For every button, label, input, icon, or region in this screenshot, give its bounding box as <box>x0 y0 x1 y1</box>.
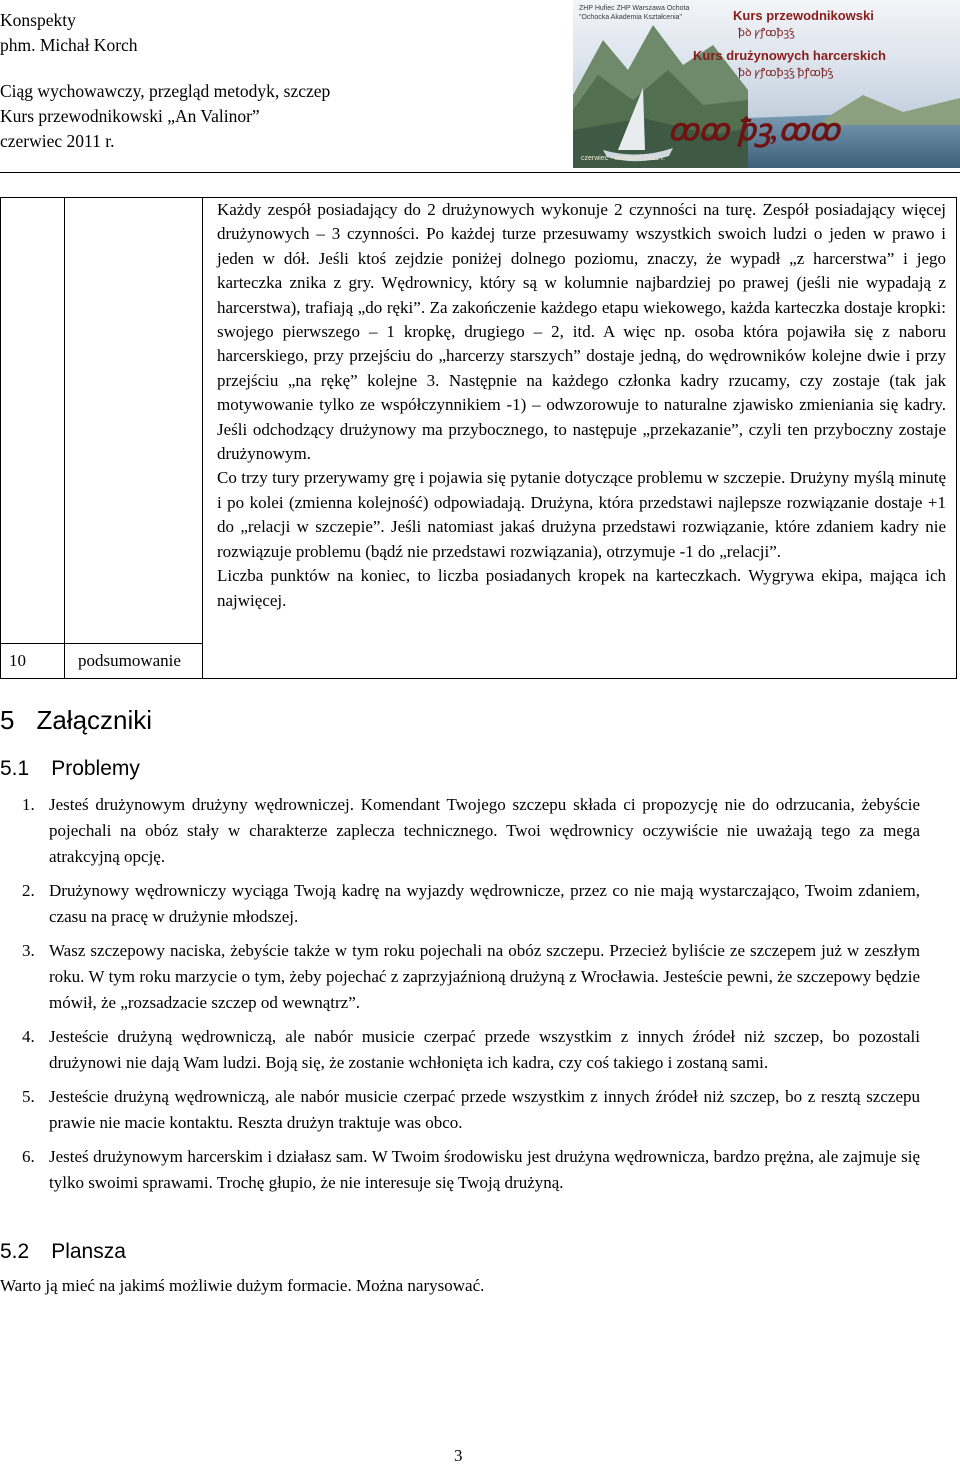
problems-list <box>0 792 920 1204</box>
item-number: 6. <box>22 1147 35 1166</box>
item-number: 4. <box>22 1027 35 1046</box>
item-text: Drużynowy wędrowniczy wyciąga Twoją kadrę na wyjazdy wędrownicze, przez co nie mają wystarczająco, Twoim zdaniem, czasu na pracę w drużynie młodszej. <box>49 881 920 926</box>
list-item <box>0 1084 920 1136</box>
section-heading <box>0 705 152 736</box>
stage-name: podsumowanie <box>78 651 181 670</box>
list-item <box>0 938 920 1016</box>
table-cell <box>65 644 203 679</box>
item-text: Jesteście drużyną wędrowniczą, ale nabór musicie czerpać przede wszystkim z innych źródeł niż szczep, bo z resztą szczepu prawie nie macie kontaktu. Reszta drużyn traktuje was obco. <box>49 1087 920 1132</box>
section-number: 5 <box>0 705 15 735</box>
header-line: Konspekty <box>0 10 76 30</box>
table-cell <box>1 644 65 679</box>
rules-paragraph: Co trzy tury przerywamy grę i pojawia się pytanie dotyczące problemu w szczepie. Drużyny myślą minutę i po kolei (zmienna kolejność) odpowiadają. Drużyna, która przedstawi najlepsze rozwiązanie dostaje +1 do „relacji w szczepie”. Jeśli natomiast jakaś drużyna przedstawi rozwiązanie, które zdaniem kadry nie rozwiązuje problemu (bądź nie przedstawi rozwiązania), otrzymuje -1 do „relacji”. <box>217 468 946 561</box>
item-text: Wasz szczepowy naciska, żebyście także w tym roku pojechali na obóz szczepu. Przecież byliście ze szczepem już w zeszłym roku. W tym roku marzycie o tym, żeby pojechać z zaprzyjaźnioną drużyną z Wrocławia. Jesteście pewni, że szczepowy będzie mówił, że „rozsadzacie szczep od wewnątrz”. <box>49 941 920 1012</box>
an-valinor-script-logo: ꝏꝏ ꝥꝫ,ꝏꝏ <box>668 114 840 147</box>
subsection-title: Problemy <box>51 757 140 780</box>
header-divider <box>0 172 960 173</box>
landscape-illustration <box>573 0 960 168</box>
banner-title: Kurs drużynowych harcerskich <box>693 48 886 63</box>
rules-paragraph: Liczba punktów na koniec, to liczba posiadanych kropek na karteczkach. Wygrywa ekipa, mająca ich najwięcej. <box>217 566 946 610</box>
header-line: Kurs przewodnikowski „An Valinor” <box>0 106 260 126</box>
item-number: 1. <box>22 795 35 814</box>
item-number: 5. <box>22 1087 35 1106</box>
section-title: Załączniki <box>36 705 153 735</box>
item-text: Jesteś drużynowym harcerskim i działasz sam. W Twoim środowisku jest drużyna wędrownicza, bardzo prężna, ale zajmuje się tylko swoimi sprawami. Trochę głupio, że nie interesuje się Twoją drużyną. <box>49 1147 920 1192</box>
stage-number: 10 <box>9 651 26 670</box>
list-item <box>0 792 920 870</box>
header-line: Ciąg wychowawczy, przegląd metodyk, szczep <box>0 81 331 101</box>
subsection-heading <box>0 757 140 781</box>
item-text: Jesteś drużynowym drużyny wędrowniczej. Komendant Twojego szczepu składa ci propozycję nie do odrzucania, żebyście pojechali na obóz stały w charakterze zaplecza technicznego. Twoi wędrownicy oczywiście nie uważają tego za mega atrakcyjną opcję. <box>49 795 920 866</box>
list-item <box>0 1024 920 1076</box>
banner-small-line: ZHP Hufiec ZHP Warszawa Ochota <box>579 5 690 12</box>
table-row <box>1 198 957 644</box>
list-item <box>0 1144 920 1196</box>
subsection-title: Plansza <box>51 1240 126 1263</box>
plansza-text: Warto ją mieć na jakimś możliwie dużym formacie. Można narysować. <box>0 1276 485 1295</box>
subsection-number: 5.2 <box>0 1240 30 1263</box>
tengwar-decoration: ꝥꝺ ꝩꝭꝏꝥꝫꝣ ꝥꝭꝏꝥꝣ <box>738 67 834 79</box>
subsection-heading <box>0 1240 126 1264</box>
tengwar-decoration: ꝥꝺ ꝩꝭꝏꝥꝫꝣ <box>738 27 795 39</box>
header-line: czerwiec 2011 r. <box>0 131 115 151</box>
rules-text <box>203 198 956 613</box>
item-number: 3. <box>22 941 35 960</box>
page-header <box>0 8 330 154</box>
banner-title: Kurs przewodnikowski <box>733 8 874 23</box>
subsection-number: 5.1 <box>0 757 30 780</box>
table-cell-empty <box>1 198 65 644</box>
page-number: 3 <box>454 1446 463 1465</box>
course-banner-image <box>573 0 960 168</box>
header-line: phm. Michał Korch <box>0 35 138 55</box>
table-cell-rules <box>203 198 957 679</box>
banner-small-line: "Ochocka Akademia Kształcenia" <box>579 14 683 21</box>
game-rules-table <box>0 197 957 679</box>
rules-paragraph: Każdy zespół posiadający do 2 drużynowych wykonuje 2 czynności na turę. Zespół posiadający więcej drużynowych – 3 czynności. Po każdej turze przesuwamy wszystkich swoich ludzi o jeden w prawo i jeden w dół. Jeśli ktoś zejdzie poniżej dolnego poziomu, znaczy, że wypadł „z harcerstwa” i jego karteczka znika z gry. Wędrownicy, który są w kolumnie najbardziej po prawej (jeśli nie wypadają z harcerstwa), trafiają „do ręki”. Za zakończenie każdego etapu wiekowego, każda karteczka dostaje kropki: swojego pierwszego – 1 kropkę, drugiego – 2, itd. A więc np. osoba która pojawiła się z naboru harcerskiego, przy przejściu do „harcerzy starszych” dostaje jedną, do wędrowników kolejne dwie i przy przejściu „na rękę” kolejne 3. Następnie na każdego członka kadry rzucamy, czy zostaje (tak jak motywowanie tylko ze współczynnikiem -1) – odwzorowuje to naturalne zjawisko zmieniania się kadry. Jeśli odchodzący drużynowy ma przybocznego, to następuje „przekazanie”, czyli ten przyboczny zostaje drużynowym. <box>217 200 946 464</box>
list-item <box>0 878 920 930</box>
item-number: 2. <box>22 881 35 900</box>
item-text: Jesteście drużyną wędrowniczą, ale nabór musicie czerpać przede wszystkim z innych źródeł niż szczep, bo pozostali drużynowi nie dają Wam ludzi. Boją się, że zostanie wchłonięta ich kadra, czy coś takiego i zostaną sami. <box>49 1027 920 1072</box>
banner-dates: czerwiec - wrzesień 2011 r. <box>581 155 665 162</box>
table-cell-empty <box>65 198 203 644</box>
